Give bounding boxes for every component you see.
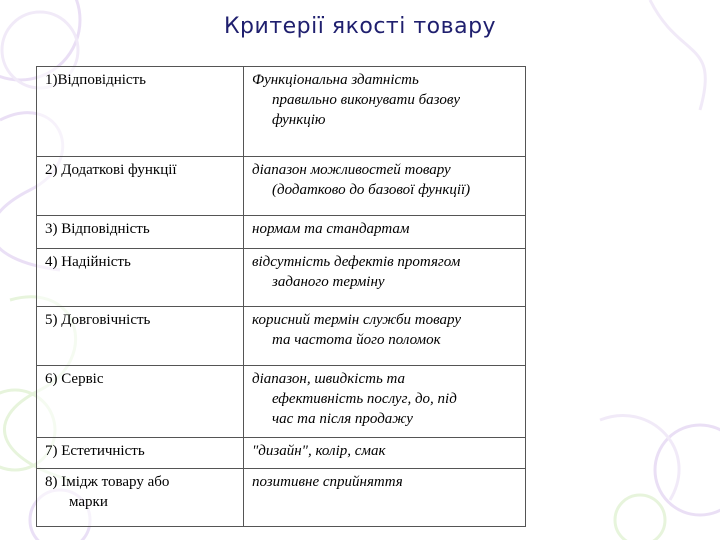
- table-row: [37, 366, 526, 438]
- description-line: діапазон можливостей товару: [252, 162, 451, 178]
- criterion-cell: [37, 438, 244, 469]
- criterion-text: 1)Відповідність: [45, 72, 146, 88]
- criteria-table: [36, 66, 526, 527]
- description-line: відсутність дефектів протягом: [252, 254, 461, 270]
- criterion-cell: [37, 157, 244, 216]
- description-cell: [244, 157, 526, 216]
- table-row: [37, 216, 526, 249]
- criterion-text: 7) Естетичність: [45, 443, 145, 459]
- criterion-cell: [37, 469, 244, 527]
- description-cell: [244, 469, 526, 527]
- criterion-text: 4) Надійність: [45, 254, 131, 270]
- description-line: правильно виконувати базову: [272, 92, 460, 108]
- description-line: діапазон, швидкість та: [252, 371, 406, 387]
- table-row: [37, 438, 526, 469]
- criterion-text: 6) Сервіс: [45, 371, 104, 387]
- description-cell: [244, 249, 526, 307]
- table-row: [37, 469, 526, 527]
- description-line: та частота його поломок: [272, 332, 441, 348]
- table-row: [37, 307, 526, 366]
- criterion-text: марки: [69, 494, 108, 510]
- description-cell: [244, 307, 526, 366]
- description-cell: [244, 216, 526, 249]
- description-line: час та після продажу: [272, 411, 413, 427]
- criterion-cell: [37, 249, 244, 307]
- description-line: позитивне сприйняття: [252, 474, 403, 490]
- description-line: ефективність послуг, до, під: [272, 391, 457, 407]
- criterion-text: 3) Відповідність: [45, 221, 150, 237]
- description-line: (додатково до базової функції): [272, 182, 471, 198]
- criterion-cell: [37, 366, 244, 438]
- table-row: [37, 67, 526, 157]
- criterion-cell: [37, 307, 244, 366]
- description-line: "дизайн", колір, смак: [252, 443, 386, 459]
- table-row: [37, 249, 526, 307]
- description-line: нормам та стандартам: [252, 221, 410, 237]
- page-title: Критерії якості товару: [223, 14, 497, 39]
- criterion-text: 2) Додаткові функції: [45, 162, 177, 178]
- description-line: Функціональна здатність: [252, 72, 419, 88]
- criterion-text: 8) Імідж товару або: [45, 474, 170, 490]
- description-cell: [244, 366, 526, 438]
- criterion-cell: [37, 216, 244, 249]
- description-line: корисний термін служби товару: [252, 312, 462, 328]
- description-cell: [244, 67, 526, 157]
- description-line: функцію: [272, 112, 326, 128]
- criterion-cell: [37, 67, 244, 157]
- description-cell: [244, 438, 526, 469]
- description-line: заданого терміну: [272, 274, 385, 290]
- criterion-text: 5) Довговічність: [45, 312, 151, 328]
- table-row: [37, 157, 526, 216]
